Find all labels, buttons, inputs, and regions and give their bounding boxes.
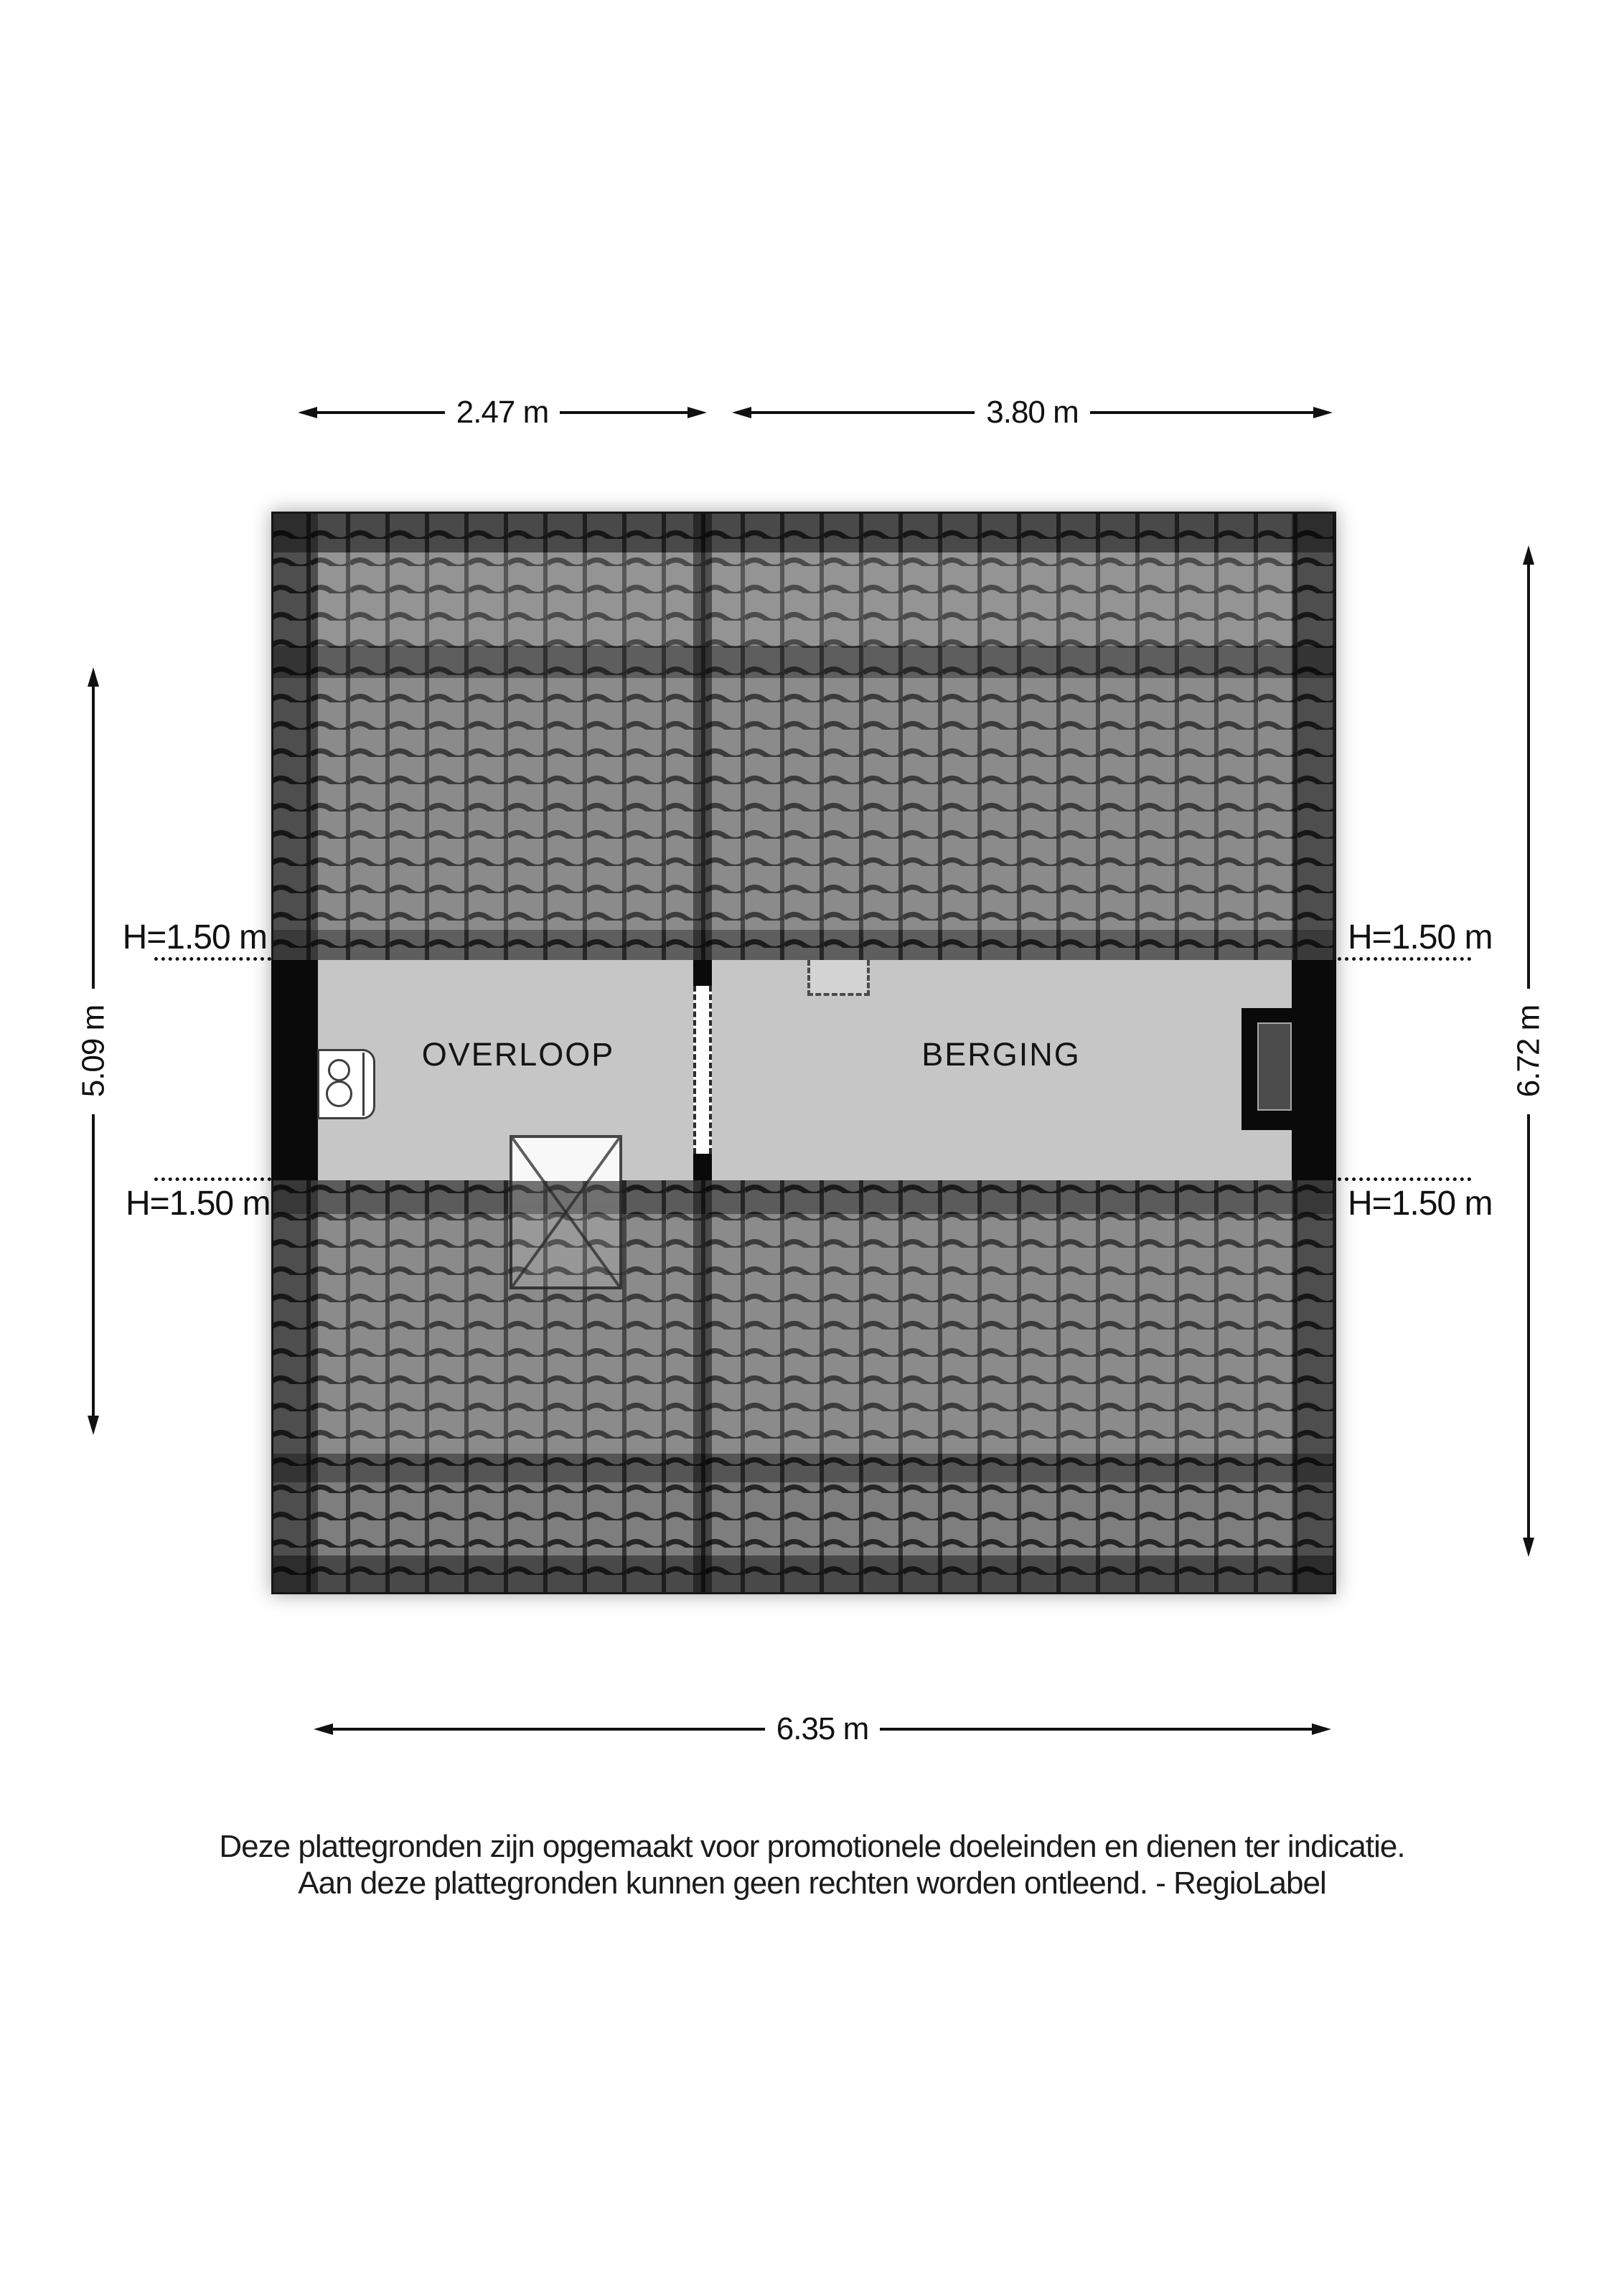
- dimension-right-label: 6.72 m: [1511, 1004, 1546, 1098]
- dimension-top-right: [732, 397, 1333, 428]
- arrow-right-icon: [1312, 1723, 1331, 1735]
- roof-upper: [271, 512, 1336, 960]
- wall-left: [271, 960, 318, 1180]
- room-label-berging: BERGING: [921, 1036, 1081, 1073]
- roof-lower: [271, 1180, 1336, 1594]
- partition-wall-top: [693, 960, 712, 986]
- height-marker-top-right: H=1.50 m: [1348, 918, 1493, 956]
- height-marker-bottom-left: H=1.50 m: [126, 1185, 271, 1223]
- height-marker-bottom-right: H=1.50 m: [1348, 1185, 1493, 1223]
- attic-floor: [271, 960, 1336, 1180]
- height-line-top-left: [154, 957, 271, 961]
- height-line-bottom-left: [154, 1177, 271, 1181]
- height-marker-top-left: H=1.50 m: [122, 918, 267, 956]
- arrow-right-icon: [687, 407, 707, 418]
- dimension-bottom-label: 6.35 m: [776, 1711, 869, 1746]
- stairs-opening: [510, 1135, 622, 1289]
- arrow-left-icon: [732, 407, 751, 418]
- disclaimer-line-1: Deze plattegronden zijn opgemaakt voor promotionele doeleinden en dienen ter indicatie.: [219, 1829, 1405, 1864]
- arrow-up-icon: [1523, 545, 1534, 565]
- dimension-left-label: 5.09 m: [75, 1004, 111, 1098]
- dimension-left: [75, 667, 111, 1435]
- arrow-up-icon: [88, 667, 99, 687]
- toilet-fixture: [317, 1049, 375, 1119]
- dimension-top-left-label: 2.47 m: [456, 395, 549, 430]
- room-label-overloop: OVERLOOP: [421, 1036, 615, 1073]
- dimension-right: [1513, 545, 1544, 1557]
- hatch-opening: [807, 960, 870, 996]
- roof-window: [1242, 1008, 1336, 1130]
- partition-door-opening: [693, 986, 712, 1154]
- footer-disclaimer: [0, 1828, 1624, 1901]
- arrow-left-icon: [298, 407, 317, 418]
- arrow-down-icon: [1523, 1538, 1534, 1557]
- fixture-circle-small: [328, 1059, 350, 1081]
- arrow-left-icon: [314, 1723, 333, 1735]
- dimension-bottom: [314, 1713, 1331, 1745]
- height-line-top-right: [1338, 957, 1471, 961]
- fixture-circle-large: [326, 1081, 352, 1107]
- partition-wall-bottom: [693, 1154, 712, 1180]
- arrow-right-icon: [1313, 407, 1333, 418]
- arrow-down-icon: [88, 1416, 99, 1435]
- dimension-top-left: [298, 397, 707, 428]
- disclaimer-line-2: Aan deze plattegronden kunnen geen rechten worden ontleend. - RegioLabel: [298, 1866, 1326, 1901]
- dimension-top-right-label: 3.80 m: [986, 395, 1079, 430]
- roof-window-pane: [1257, 1022, 1292, 1111]
- height-line-bottom-right: [1338, 1177, 1471, 1181]
